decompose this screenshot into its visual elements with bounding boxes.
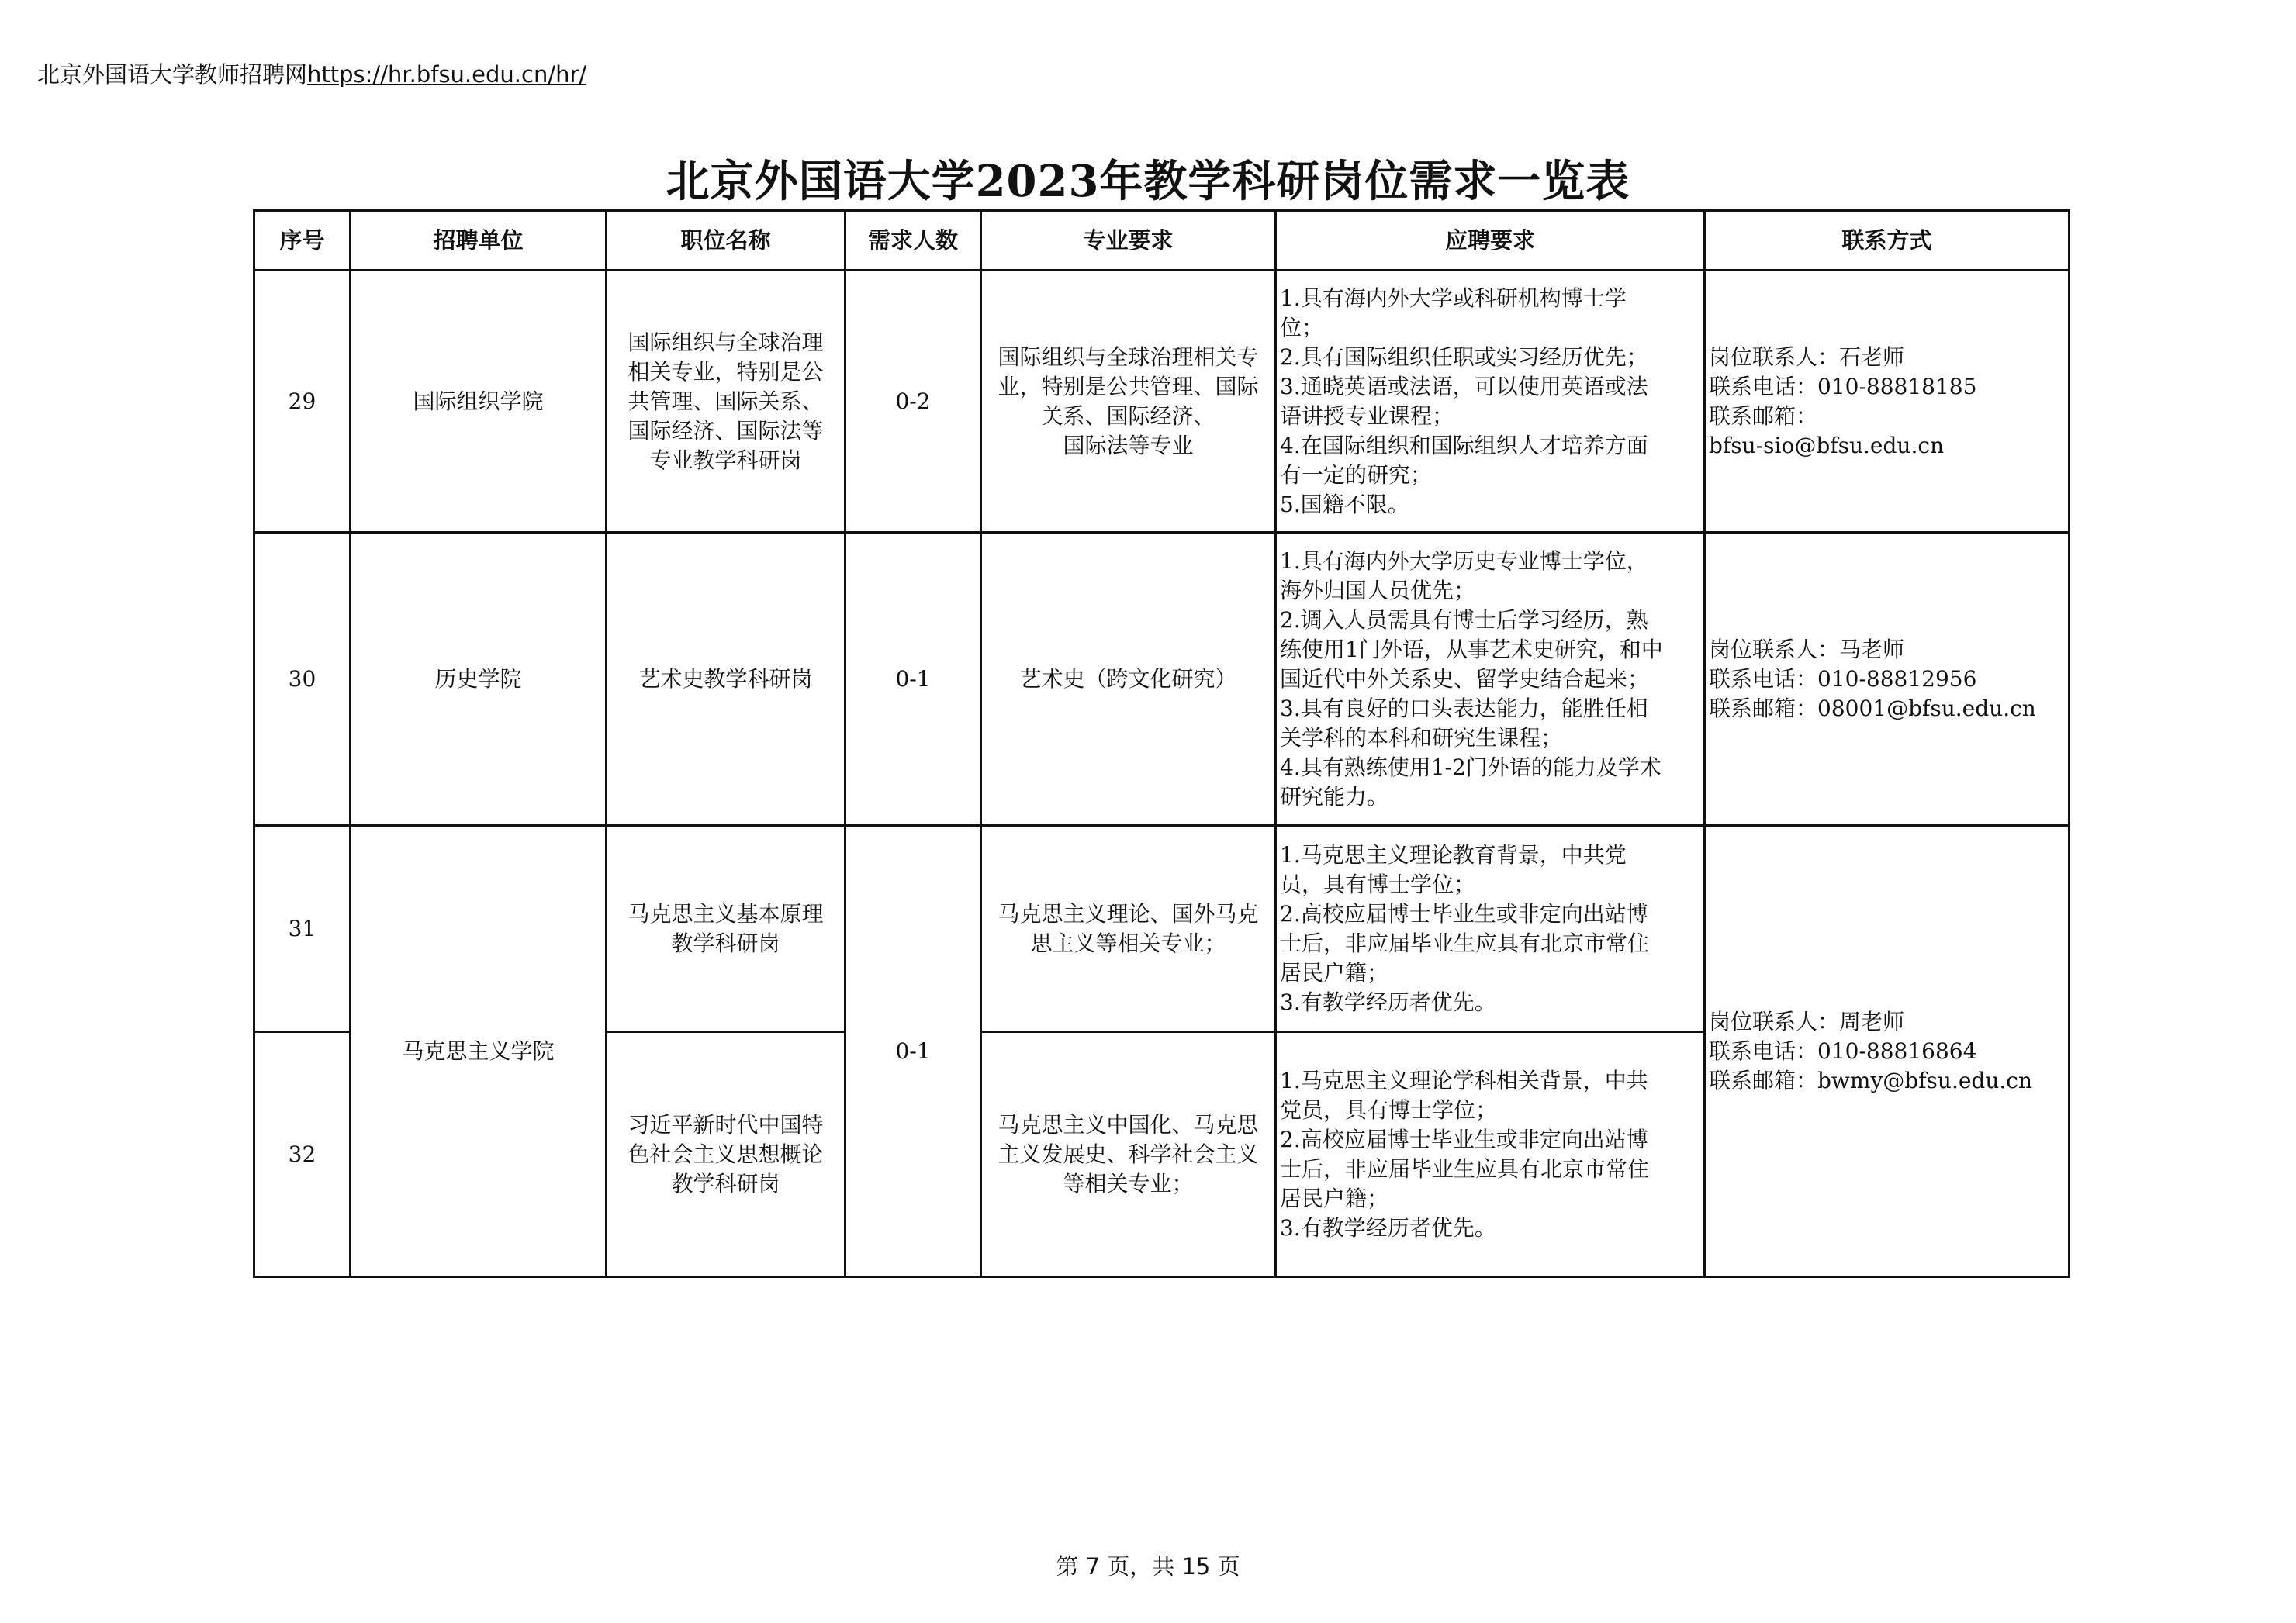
cell-requirements <box>1276 826 1705 1032</box>
requirement-line: 海外归国人员优先； <box>1280 577 1476 603</box>
cell-major <box>981 826 1276 1032</box>
table-row <box>254 271 2070 533</box>
document-title: 北京外国语大学2023年教学科研岗位需求一览表 <box>666 156 1630 207</box>
cell-count: 0-1 <box>845 533 981 826</box>
col-header-contact: 联系方式 <box>1705 211 2070 271</box>
requirement-line: 有一定的研究； <box>1280 461 1433 488</box>
requirement-line: 2.调入人员需具有博士后学习经历，熟 <box>1280 606 1648 633</box>
cell-count: 0-1 <box>845 826 981 1277</box>
requirement-line: 4.具有熟练使用1-2门外语的能力及学术 <box>1280 754 1661 780</box>
position-line: 艺术史教学科研岗 <box>638 665 813 692</box>
position-line: 相关专业，特别是公 <box>628 358 824 385</box>
requirement-line: 语讲授专业课程； <box>1280 402 1454 429</box>
contact-line: 岗位联系人：周老师 <box>1709 1008 1905 1034</box>
requirement-line: 研究能力。 <box>1280 783 1389 810</box>
requirement-line: 3.有教学经历者优先。 <box>1280 989 1496 1015</box>
cell-unit: 历史学院 <box>351 533 607 826</box>
requirement-line: 5.国籍不限。 <box>1280 491 1409 517</box>
col-header-unit: 招聘单位 <box>351 211 607 271</box>
col-header-count: 需求人数 <box>845 211 981 271</box>
major-line: 业，特别是公共管理、国际 <box>998 373 1259 399</box>
position-line: 共管理、国际关系、 <box>628 388 824 414</box>
requirement-line: 2.高校应届博士毕业生或非定向出站博 <box>1280 1126 1648 1152</box>
contact-email[interactable]: bfsu-sio@bfsu.edu.cn <box>1709 432 1945 458</box>
requirement-line: 员，具有博士学位； <box>1280 871 1476 897</box>
cell-contact <box>1705 826 2070 1277</box>
requirement-line: 3.有教学经历者优先。 <box>1280 1214 1496 1241</box>
col-header-no: 序号 <box>254 211 351 271</box>
cell-no: 30 <box>254 533 351 826</box>
contact-email[interactable]: 联系邮箱：bwmy@bfsu.edu.cn <box>1709 1067 2032 1093</box>
header-site-name: 北京外国语大学教师招聘网 <box>37 61 308 88</box>
requirement-line: 4.在国际组织和国际组织人才培养方面 <box>1280 432 1648 458</box>
position-line: 教学科研岗 <box>671 1170 780 1197</box>
requirement-line: 1.马克思主义理论学科相关背景，中共 <box>1280 1067 1648 1093</box>
header-link[interactable]: https://hr.bfsu.edu.cn/hr/ <box>307 61 587 88</box>
cell-count: 0-2 <box>845 271 981 533</box>
position-line: 专业教学科研岗 <box>649 447 802 473</box>
cell-no: 31 <box>254 826 351 1032</box>
requirement-line: 1.马克思主义理论教育背景，中共党 <box>1280 841 1627 868</box>
requirement-line: 士后，非应届毕业生应具有北京市常住 <box>1280 930 1650 956</box>
position-line: 教学科研岗 <box>671 930 780 956</box>
cell-requirements <box>1276 271 1705 533</box>
cell-position <box>607 1032 845 1277</box>
col-header-major: 专业要求 <box>981 211 1276 271</box>
requirement-line: 士后，非应届毕业生应具有北京市常住 <box>1280 1155 1650 1182</box>
requirement-line: 1.具有海内外大学历史专业博士学位， <box>1280 547 1648 574</box>
cell-position <box>607 533 845 826</box>
page-footer: 第 7 页，共 15 页 <box>1056 1553 1240 1580</box>
cell-requirements <box>1276 533 1705 826</box>
cell-position <box>607 826 845 1032</box>
cell-major <box>981 271 1276 533</box>
major-line: 关系、国际经济、 <box>1041 402 1215 429</box>
table-row <box>254 826 2070 1032</box>
cell-position <box>607 271 845 533</box>
cell-contact <box>1705 271 2070 533</box>
requirement-line: 关学科的本科和研究生课程； <box>1280 724 1563 751</box>
cell-unit: 马克思主义学院 <box>351 826 607 1277</box>
contact-email[interactable]: 联系邮箱：08001@bfsu.edu.cn <box>1709 695 2036 721</box>
major-line: 思主义等相关专业； <box>1030 930 1226 956</box>
cell-no: 29 <box>254 271 351 533</box>
requirement-line: 3.通晓英语或法语，可以使用英语或法 <box>1280 373 1648 399</box>
cell-contact <box>1705 533 2070 826</box>
contact-line: 联系电话：010-88812956 <box>1709 665 1977 692</box>
cell-unit: 国际组织学院 <box>351 271 607 533</box>
cell-requirements <box>1276 1032 1705 1277</box>
requirement-line: 国近代中外关系史、留学史结合起来； <box>1280 665 1650 692</box>
cell-no: 32 <box>254 1032 351 1277</box>
col-header-position: 职位名称 <box>607 211 845 271</box>
page-header <box>37 57 586 89</box>
contact-line: 联系电话：010-88818185 <box>1709 373 1977 399</box>
requirement-line: 党员，具有博士学位； <box>1280 1096 1498 1123</box>
requirement-line: 2.高校应届博士毕业生或非定向出站博 <box>1280 900 1648 927</box>
cell-major <box>981 1032 1276 1277</box>
cell-major <box>981 533 1276 826</box>
table-header-row <box>254 211 2070 271</box>
contact-line: 联系邮箱： <box>1709 402 1818 429</box>
contact-line: 岗位联系人：石老师 <box>1709 344 1905 370</box>
col-header-requirements: 应聘要求 <box>1276 211 1705 271</box>
contact-line: 岗位联系人：马老师 <box>1709 636 1905 662</box>
recruitment-table <box>253 209 2070 1278</box>
major-line: 马克思主义理论、国外马克 <box>998 900 1259 927</box>
major-line: 国际组织与全球治理相关专 <box>998 344 1259 370</box>
position-line: 色社会主义思想概论 <box>628 1141 824 1167</box>
major-line: 主义发展史、科学社会主义 <box>998 1141 1259 1167</box>
requirement-line: 1.具有海内外大学或科研机构博士学 <box>1280 285 1627 311</box>
major-line: 国际法等专业 <box>1063 432 1194 458</box>
requirement-line: 3.具有良好的口头表达能力，能胜任相 <box>1280 695 1648 721</box>
table-row <box>254 533 2070 826</box>
requirement-line: 居民户籍； <box>1280 959 1389 986</box>
requirement-line: 居民户籍； <box>1280 1185 1389 1211</box>
position-line: 国际组织与全球治理 <box>628 329 824 355</box>
major-line: 艺术史（跨文化研究） <box>1019 665 1237 692</box>
requirement-line: 练使用1门外语，从事艺术史研究，和中 <box>1280 636 1663 662</box>
requirement-line: 2.具有国际组织任职或实习经历优先； <box>1280 344 1648 370</box>
position-line: 国际经济、国际法等 <box>628 417 824 444</box>
position-line: 习近平新时代中国特 <box>628 1111 824 1138</box>
major-line: 马克思主义中国化、马克思 <box>998 1111 1259 1138</box>
contact-line: 联系电话：010-88816864 <box>1709 1038 1977 1064</box>
position-line: 马克思主义基本原理 <box>628 900 824 927</box>
requirement-line: 位； <box>1280 314 1324 340</box>
major-line: 等相关专业； <box>1063 1170 1194 1197</box>
